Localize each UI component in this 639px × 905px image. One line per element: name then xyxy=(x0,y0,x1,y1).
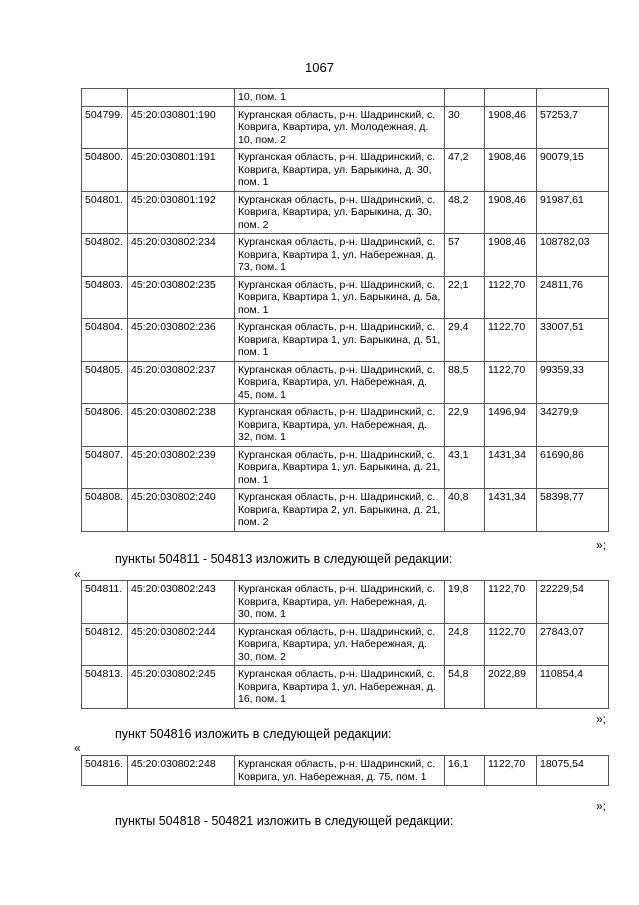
cadastral-value-cell: 91987,61 xyxy=(537,191,609,234)
table-row xyxy=(82,756,609,786)
cadastral-value-cell: 90079,15 xyxy=(537,149,609,192)
cadastral-value-cell: 34279,9 xyxy=(537,404,609,447)
cadastral-number-cell: 45:20:030802:238 xyxy=(128,404,235,447)
table-row xyxy=(82,276,609,319)
cadastral-value-cell: 57253,7 xyxy=(537,106,609,149)
item-number-cell: 504812. xyxy=(82,623,128,666)
address-cell: Курганская область, р-н. Шадринский, с. Ковригa, Квартира, ул. Набережная, д. 30, пом. 2 xyxy=(235,623,445,666)
area-cell: 30 xyxy=(445,106,485,149)
area-cell: 40,8 xyxy=(445,489,485,532)
instruction-3: пункты 504818 - 504821 изложить в следующей редакции: xyxy=(115,814,454,828)
registry-table-3 xyxy=(81,755,609,786)
cadastral-number-cell: 45:20:030802:239 xyxy=(128,446,235,489)
specific-value-cell xyxy=(485,89,537,107)
address-cell: Курганская область, р-н. Шадринский, с. Ковригa, Квартира 1, ул. Барыкина, д. 5а, пом. 1 xyxy=(235,276,445,319)
address-cell: Курганская область, р-н. Шадринский, с. Ковригa, Квартира, ул. Молодежная, д. 10, пом. 2 xyxy=(235,106,445,149)
item-number-cell: 504800. xyxy=(82,149,128,192)
specific-value-cell: 1122,70 xyxy=(485,623,537,666)
address-cell: Курганская область, р-н. Шадринский, с. Ковригa, Квартира 2, ул. Барыкина, д. 21, пом. 2 xyxy=(235,489,445,532)
cadastral-value-cell: 58398,77 xyxy=(537,489,609,532)
item-number-cell: 504806. xyxy=(82,404,128,447)
item-number-cell: 504805. xyxy=(82,361,128,404)
item-number-cell: 504811. xyxy=(82,581,128,624)
address-cell: Курганская область, р-н. Шадринский, с. Ковригa, Квартира, ул. Набережная, д. 45, пом. 1 xyxy=(235,361,445,404)
item-number-cell: 504799. xyxy=(82,106,128,149)
cadastral-number-cell: 45:20:030802:235 xyxy=(128,276,235,319)
cadastral-value-cell: 33007,51 xyxy=(537,319,609,362)
area-cell: 47,2 xyxy=(445,149,485,192)
specific-value-cell: 1908,46 xyxy=(485,234,537,277)
address-cell: Курганская область, р-н. Шадринский, с. Ковригa, ул. Набережная, д. 75, пом. 1 xyxy=(235,756,445,786)
cadastral-number-cell: 45:20:030802:236 xyxy=(128,319,235,362)
item-number-cell: 504801. xyxy=(82,191,128,234)
table-row xyxy=(82,361,609,404)
specific-value-cell: 1908,46 xyxy=(485,191,537,234)
specific-value-cell: 1122,70 xyxy=(485,756,537,786)
address-cell: Курганская область, р-н. Шадринский, с. Ковригa, Квартира, ул. Набережная, д. 32, пом. 1 xyxy=(235,404,445,447)
cadastral-value-cell: 110854,4 xyxy=(537,666,609,709)
specific-value-cell: 2022,89 xyxy=(485,666,537,709)
table-row xyxy=(82,581,609,624)
cadastral-value-cell: 61690,86 xyxy=(537,446,609,489)
table-row xyxy=(82,489,609,532)
table-row xyxy=(82,106,609,149)
cadastral-value-cell: 22229,54 xyxy=(537,581,609,624)
specific-value-cell: 1431,34 xyxy=(485,489,537,532)
area-cell: 88,5 xyxy=(445,361,485,404)
address-cell: 10, пом. 1 xyxy=(235,89,445,107)
specific-value-cell: 1122,70 xyxy=(485,581,537,624)
specific-value-cell: 1122,70 xyxy=(485,319,537,362)
registry-table-2 xyxy=(81,580,609,709)
area-cell: 54,8 xyxy=(445,666,485,709)
cadastral-number-cell xyxy=(128,89,235,107)
table-row xyxy=(82,404,609,447)
cadastral-value-cell: 99359,33 xyxy=(537,361,609,404)
address-cell: Курганская область, р-н. Шадринский, с. Ковригa, Квартира 1, ул. Набережная, д. 16, пом. 1 xyxy=(235,666,445,709)
area-cell: 43,1 xyxy=(445,446,485,489)
table-row xyxy=(82,446,609,489)
opening-quote-2: « xyxy=(74,741,81,755)
specific-value-cell: 1431,34 xyxy=(485,446,537,489)
cadastral-value-cell: 18075,54 xyxy=(537,756,609,786)
opening-quote-1: « xyxy=(74,567,81,581)
cadastral-number-cell: 45:20:030802:244 xyxy=(128,623,235,666)
cadastral-value-cell: 24811,76 xyxy=(537,276,609,319)
instruction-2: пункт 504816 изложить в следующей редакции: xyxy=(115,727,392,741)
address-cell: Курганская область, р-н. Шадринский, с. Ковригa, Квартира 1, ул. Барыкина, д. 21, пом. 1 xyxy=(235,446,445,489)
item-number-cell: 504804. xyxy=(82,319,128,362)
table-row xyxy=(82,623,609,666)
area-cell: 16,1 xyxy=(445,756,485,786)
closing-quote-1: »; xyxy=(596,538,607,552)
registry-table-1 xyxy=(81,88,609,532)
cadastral-number-cell: 45:20:030801:191 xyxy=(128,149,235,192)
area-cell: 48,2 xyxy=(445,191,485,234)
item-number-cell: 504803. xyxy=(82,276,128,319)
table-row xyxy=(82,149,609,192)
closing-quote-2: »; xyxy=(596,712,607,726)
specific-value-cell: 1122,70 xyxy=(485,276,537,319)
page-number: 1067 xyxy=(305,60,334,75)
table-row xyxy=(82,234,609,277)
address-cell: Курганская область, р-н. Шадринский, с. Ковригa, Квартира, ул. Барыкина, д. 30, пом. 2 xyxy=(235,191,445,234)
specific-value-cell: 1908,46 xyxy=(485,149,537,192)
area-cell: 19,8 xyxy=(445,581,485,624)
item-number-cell: 504816. xyxy=(82,756,128,786)
area-cell: 29,4 xyxy=(445,319,485,362)
closing-quote-3: »; xyxy=(596,799,607,813)
item-number-cell: 504807. xyxy=(82,446,128,489)
table-row xyxy=(82,89,609,107)
item-number-cell: 504802. xyxy=(82,234,128,277)
address-cell: Курганская область, р-н. Шадринский, с. Ковригa, Квартира, ул. Барыкина, д. 30, пом. 1 xyxy=(235,149,445,192)
area-cell xyxy=(445,89,485,107)
area-cell: 24,8 xyxy=(445,623,485,666)
specific-value-cell: 1122,70 xyxy=(485,361,537,404)
table-row xyxy=(82,666,609,709)
address-cell: Курганская область, р-н. Шадринский, с. Ковригa, Квартира 1, ул. Набережная, д. 73, пом. 1 xyxy=(235,234,445,277)
item-number-cell xyxy=(82,89,128,107)
area-cell: 57 xyxy=(445,234,485,277)
cadastral-number-cell: 45:20:030802:234 xyxy=(128,234,235,277)
item-number-cell: 504813. xyxy=(82,666,128,709)
cadastral-value-cell: 108782,03 xyxy=(537,234,609,277)
area-cell: 22,1 xyxy=(445,276,485,319)
cadastral-number-cell: 45:20:030802:243 xyxy=(128,581,235,624)
cadastral-number-cell: 45:20:030802:245 xyxy=(128,666,235,709)
specific-value-cell: 1908,46 xyxy=(485,106,537,149)
cadastral-value-cell: 27843,07 xyxy=(537,623,609,666)
area-cell: 22,9 xyxy=(445,404,485,447)
cadastral-number-cell: 45:20:030801:192 xyxy=(128,191,235,234)
cadastral-number-cell: 45:20:030801:190 xyxy=(128,106,235,149)
address-cell: Курганская область, р-н. Шадринский, с. Ковригa, Квартира, ул. Набережная, д. 30, пом. 1 xyxy=(235,581,445,624)
cadastral-number-cell: 45:20:030802:240 xyxy=(128,489,235,532)
cadastral-number-cell: 45:20:030802:237 xyxy=(128,361,235,404)
cadastral-number-cell: 45:20:030802:248 xyxy=(128,756,235,786)
instruction-1: пункты 504811 - 504813 изложить в следующей редакции: xyxy=(115,552,453,566)
table-row xyxy=(82,191,609,234)
specific-value-cell: 1496,94 xyxy=(485,404,537,447)
table-row xyxy=(82,319,609,362)
cadastral-value-cell xyxy=(537,89,609,107)
address-cell: Курганская область, р-н. Шадринский, с. Ковригa, Квартира 1, ул. Барыкина, д. 51, пом. 1 xyxy=(235,319,445,362)
item-number-cell: 504808. xyxy=(82,489,128,532)
